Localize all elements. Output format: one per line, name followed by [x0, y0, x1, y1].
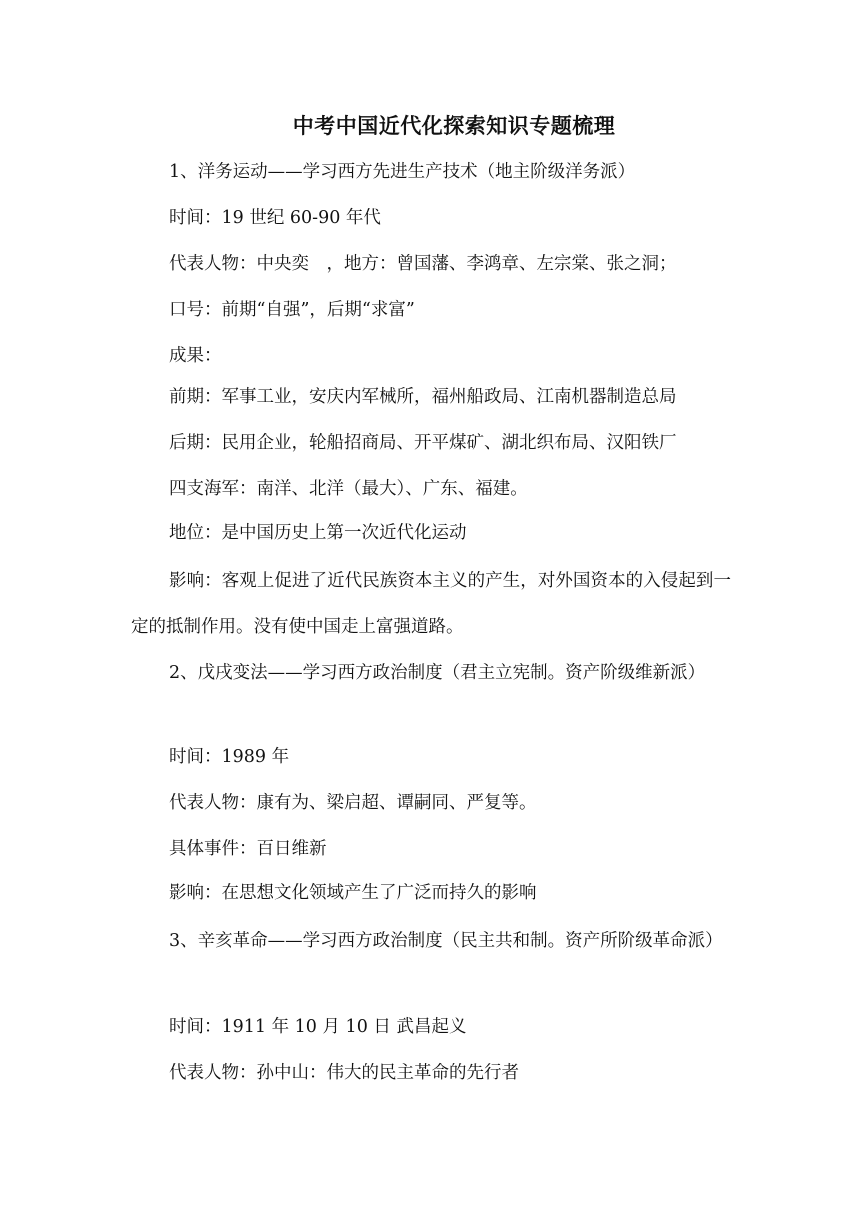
yangwu-status: 地位：是中国历史上第一次近代化运动	[169, 523, 467, 543]
yangwu-slogan: 口号：前期“自强”，后期“求富”	[169, 300, 415, 320]
yangwu-time: 时间：19 世纪 60-90 年代	[169, 208, 381, 228]
wuxu-event: 具体事件：百日维新	[169, 839, 327, 859]
section-heading-wuxu: 2、戊戌变法——学习西方政治制度（君主立宪制。资产阶级维新派）	[169, 663, 706, 683]
wuxu-time: 时间：1989 年	[169, 747, 290, 767]
document-title: 中考中国近代化探索知识专题梳理	[292, 113, 616, 138]
yangwu-later-results: 后期：民用企业，轮船招商局、开平煤矿、湖北织布局、汉阳铁厂	[169, 433, 677, 453]
yangwu-impact: 影响：客观上促进了近代民族资本主义的产生，对外国资本的入侵起到一定的抵制作用。没有使中国走上富强道路。	[131, 571, 731, 637]
wuxu-impact: 影响：在思想文化领域产生了广泛而持久的影响	[169, 883, 537, 903]
section-heading-yangwu: 1、洋务运动——学习西方先进生产技术（地主阶级洋务派）	[169, 162, 636, 182]
xinhai-figures: 代表人物：孙中山：伟大的民主革命的先行者	[169, 1063, 519, 1083]
yangwu-early-results: 前期：军事工业，安庆内军械所，福州船政局、江南机器制造总局	[169, 387, 677, 407]
yangwu-results-label: 成果：	[169, 346, 222, 366]
yangwu-figures: 代表人物：中央奕 ，地方：曾国藩、李鸿章、左宗棠、张之洞；	[169, 254, 677, 274]
xinhai-time: 时间：1911 年 10 月 10 日 武昌起义	[169, 1017, 467, 1037]
wuxu-figures: 代表人物：康有为、梁启超、谭嗣同、严复等。	[169, 793, 537, 813]
yangwu-navy: 四支海军：南洋、北洋（最大）、广东、福建。	[169, 479, 528, 499]
section-heading-xinhai: 3、辛亥革命——学习西方政治制度（民主共和制。资产所阶级革命派）	[169, 931, 723, 951]
